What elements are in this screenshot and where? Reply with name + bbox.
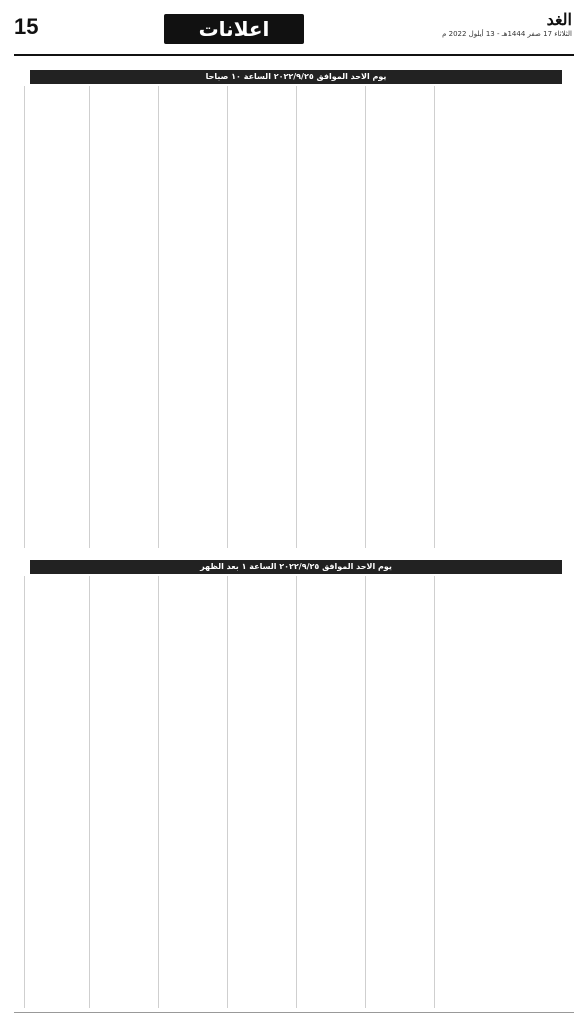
column-content (159, 86, 227, 90)
column-content (435, 86, 503, 90)
masthead (442, 10, 572, 38)
column (24, 576, 89, 1008)
issue-date: الثلاثاء 17 صفر 1444هـ - 13 أيلول 2022 م (442, 30, 572, 38)
column-content (90, 576, 158, 580)
column-content (25, 86, 89, 90)
column (365, 86, 434, 548)
column (296, 86, 365, 548)
page-number: 15 (14, 14, 39, 39)
session-band-morning: يوم الاحد الموافق ٢٠٢٢/٩/٢٥ الساعة ١٠ صباحا (30, 70, 562, 84)
column-content (504, 86, 572, 90)
column (227, 576, 296, 1008)
session-band-afternoon: يوم الاحد الموافق ٢٠٢٢/٩/٢٥ الساعة ١ بعد الظهر (30, 560, 562, 574)
column (24, 86, 89, 548)
column (89, 86, 158, 548)
column-content (90, 86, 158, 90)
column (434, 86, 503, 548)
column-content (504, 576, 572, 580)
column-content (228, 576, 296, 580)
section-title: اعلانات (164, 14, 304, 44)
listing-grid-morning (24, 86, 572, 548)
column-content (366, 576, 434, 580)
column-content (159, 576, 227, 580)
listing-grid-afternoon (24, 576, 572, 1008)
column (89, 576, 158, 1008)
column (365, 576, 434, 1008)
column-content (366, 86, 434, 90)
column (227, 86, 296, 548)
column (504, 576, 572, 1008)
column-content (297, 576, 365, 580)
column (504, 86, 572, 548)
newspaper-logo: الغد (546, 12, 572, 29)
column (434, 576, 503, 1008)
header-rule (14, 54, 574, 56)
column-content (297, 86, 365, 90)
footer-rule (14, 1012, 574, 1013)
column-content (228, 86, 296, 90)
column (158, 86, 227, 548)
page-header (0, 0, 588, 56)
column-content (25, 576, 89, 580)
column (296, 576, 365, 1008)
column-content (435, 576, 503, 580)
column (158, 576, 227, 1008)
